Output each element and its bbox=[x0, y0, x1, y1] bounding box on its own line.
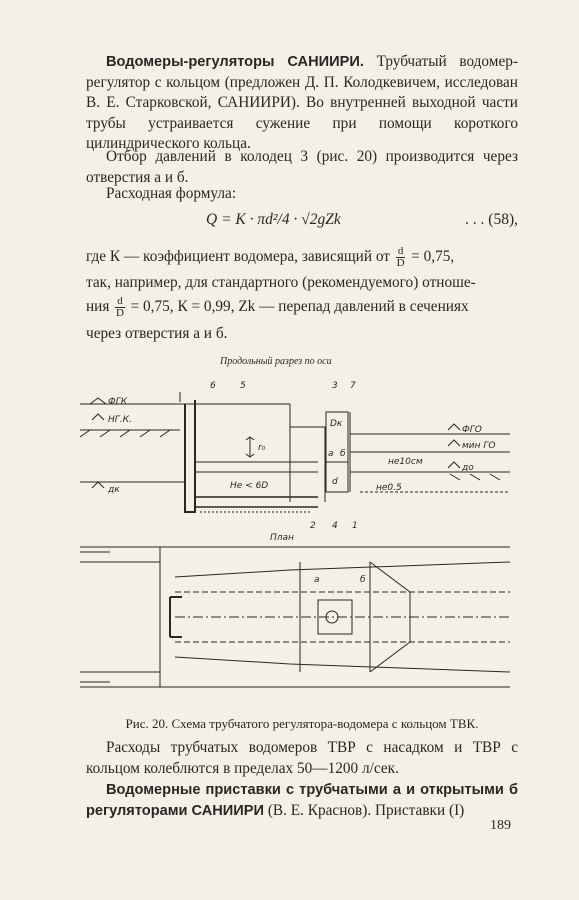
definition-line-1 bbox=[86, 246, 518, 269]
definition-line-2: так, например, для стандартного (рекомендуемого) отноше- bbox=[86, 274, 476, 291]
label-ngk: НГ.К. bbox=[108, 415, 132, 425]
formula-expression: Q = K · πd²/4 · √2gZk bbox=[206, 211, 341, 228]
label-he6d: Не < 6D bbox=[230, 481, 269, 491]
formula-number: . . . (58), bbox=[465, 211, 518, 228]
section-heading: Водомеры-регуляторы САНИИРИ. bbox=[106, 54, 364, 70]
label-he10: не10см bbox=[388, 457, 423, 467]
label-7: 7 bbox=[350, 381, 356, 391]
fraction-numerator: d bbox=[397, 245, 404, 257]
plan-label-a: а bbox=[314, 575, 320, 585]
figure-caption: Рис. 20. Схема трубчатого регулятора-водомера с кольцом ТВК. bbox=[125, 716, 479, 731]
definition-text: ния bbox=[86, 298, 110, 316]
section-title: Продольный разрез по оси bbox=[220, 356, 332, 367]
label-4: 4 bbox=[332, 521, 338, 531]
label-2: 2 bbox=[310, 521, 316, 531]
plan-title: План bbox=[270, 533, 294, 543]
label-dk: дк bbox=[108, 485, 120, 495]
fraction-numerator: d bbox=[117, 295, 123, 307]
fraction-d-over-d bbox=[396, 246, 406, 269]
label-6: 6 bbox=[210, 381, 216, 391]
definition-text: = 0,75, К = 0,99, Zk — перепад давлений в сечениях bbox=[130, 298, 469, 316]
paragraph-attachments bbox=[86, 780, 518, 821]
page-number: 189 bbox=[490, 818, 511, 833]
label-d: d bbox=[332, 477, 338, 487]
label-1: 1 bbox=[352, 521, 358, 531]
label-min-go: мин ГО bbox=[462, 441, 496, 451]
paragraph-text: Трубчатый водомер-регулятор с кольцом (предложен Д. П. Колодкевичем, исследован В. Е. Старковской, САНИИРИ). Во внутренней выходной части трубы устраивается сужение при помощи короткого цилиндрического кольца. bbox=[86, 53, 519, 152]
figure-20-diagram bbox=[70, 352, 522, 704]
label-5: 5 bbox=[240, 381, 246, 391]
definition-line-4: через отверстия а и б. bbox=[86, 325, 228, 342]
fraction-denominator: D bbox=[116, 307, 124, 319]
definition-text: = 0,75, bbox=[411, 248, 455, 266]
paragraph-pressure-tap: Отбор давлений в колодец 3 (рис. 20) производится через отверстия а и б. bbox=[86, 148, 518, 186]
definition-text: где К — коэффициент водомера, зависящий от bbox=[86, 248, 390, 266]
paragraph-flow-range: Расходы трубчатых водомеров ТВР с насадком и ТВР с кольцом колеблются в пределах 50—1200 л/сек. bbox=[86, 739, 518, 777]
label-do: до bbox=[462, 463, 474, 473]
paragraph-text: (В. Е. Краснов). Приставки (I) bbox=[264, 801, 465, 819]
paragraph-sanirii-meters bbox=[86, 52, 518, 155]
fraction-d-over-d bbox=[115, 296, 125, 319]
paragraph-formula-intro: Расходная формула: bbox=[106, 185, 237, 202]
label-b: б bbox=[340, 449, 346, 459]
label-fgo: ФГО bbox=[462, 425, 482, 435]
formula-58 bbox=[86, 203, 518, 233]
plan-label-b: б bbox=[360, 575, 366, 585]
section-heading: Водомерные приставки с трубчатыми а и открытыми б регуляторами САНИИРИ bbox=[86, 782, 518, 819]
label-r0: r₀ bbox=[258, 443, 266, 453]
label-a: а bbox=[328, 449, 334, 459]
definition-line-3 bbox=[86, 296, 518, 319]
label-fgk: ФГК bbox=[108, 397, 128, 407]
label-dk-well: Dк bbox=[330, 419, 343, 429]
label-3: 3 bbox=[332, 381, 338, 391]
fraction-denominator: D bbox=[396, 257, 405, 269]
label-he05: не0.5 bbox=[376, 483, 402, 493]
